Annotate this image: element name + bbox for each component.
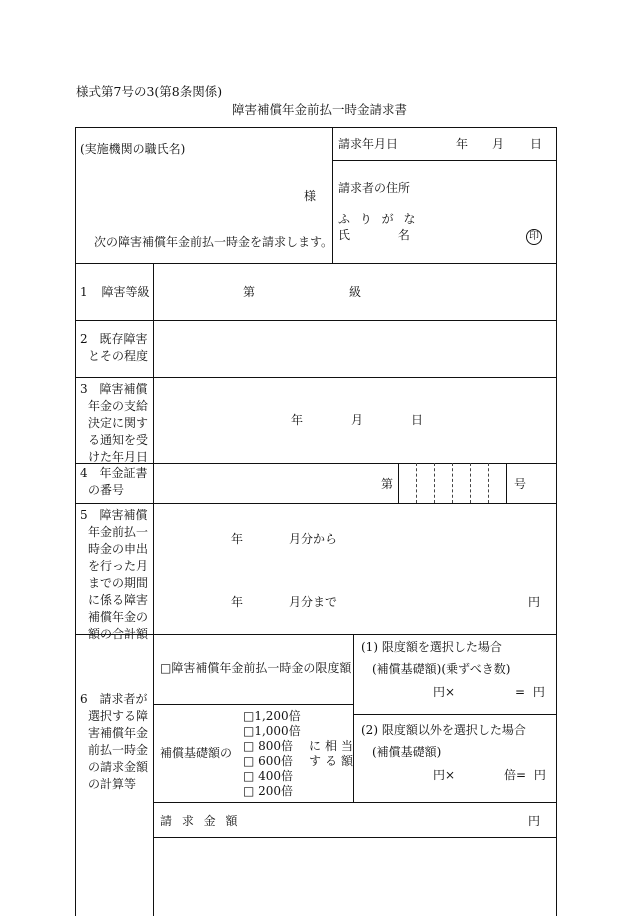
notice-label-5: けた年月日 [88, 450, 149, 464]
case2-equals: 倍= 円 [504, 768, 546, 782]
grade-prefix: 第 [243, 285, 256, 299]
case2-subtitle: (補償基礎額) [372, 745, 442, 759]
grade-label: 1 障害等級 [80, 285, 150, 299]
name-label: 氏 名 [338, 228, 410, 242]
notice-day: 日 [411, 413, 424, 427]
calc-label-2: 選択する障 [88, 709, 149, 723]
date-year: 年 [456, 137, 469, 151]
multiplier-checkbox-800[interactable]: □ 800倍 [243, 739, 294, 753]
row3-top [75, 377, 557, 378]
total-to-month: 月分まで [289, 595, 338, 609]
calc-label-6: の計算等 [88, 777, 137, 791]
grade-suffix: 級 [349, 285, 362, 299]
limit-option-checkbox[interactable]: □障害補償年金前払一時金の限度額 [160, 661, 352, 675]
certificate-suffix: 号 [514, 477, 527, 491]
amount-yen: 円 [528, 814, 541, 828]
date-day: 日 [530, 137, 543, 151]
total-yen: 円 [528, 595, 541, 609]
notice-label-1: 3 障害補償 [80, 382, 148, 396]
address-label: 請求者の住所 [338, 181, 411, 195]
row1-top [75, 263, 557, 264]
existing-label-1: 2 既存障害 [80, 332, 148, 346]
form-number: 様式第7号の3(第8条関係) [76, 84, 223, 99]
certificate-label-2: の番号 [88, 483, 125, 497]
frame-top [75, 127, 557, 128]
equivalent-text-2: する額 [309, 754, 358, 768]
calc-label-4: 前払一時金 [88, 743, 149, 757]
calc-option-divider [153, 704, 354, 705]
total-label-4: を行った月 [88, 559, 149, 573]
total-from-year: 年 [231, 532, 244, 546]
total-label-2: 年金前払一 [88, 525, 149, 539]
date-label: 請求年月日 [338, 137, 399, 151]
multiplier-checkbox-200[interactable]: □ 200倍 [243, 784, 294, 798]
certificate-digit-divider [452, 463, 453, 503]
certificate-digit-divider [416, 463, 417, 503]
case2-title: (2) 限度額以外を選択した場合 [361, 723, 526, 737]
honorific: 様 [304, 189, 317, 203]
total-label-8: 額の合計額 [88, 627, 149, 641]
amount-row-bottom [153, 837, 557, 838]
notice-label-4: る通知を受 [88, 433, 149, 447]
case1-equals: = 円 [515, 685, 545, 699]
multiplier-checkbox-1200[interactable]: □1,200倍 [243, 709, 301, 723]
calc-label-1: 6 請求者が [80, 692, 148, 706]
base-amount-label: 補償基礎額の [160, 746, 233, 760]
calc-case-divider [353, 714, 557, 715]
total-label-1: 5 障害補償 [80, 508, 148, 522]
case1-subtitle: (補償基礎額)(乗ずべき数) [372, 662, 511, 676]
frame-right [556, 127, 557, 916]
certificate-digit-divider [434, 463, 435, 503]
existing-label-2: とその程度 [88, 349, 149, 363]
seal-mark: 印 [526, 229, 542, 245]
certificate-box-right [506, 463, 507, 503]
notice-year: 年 [291, 413, 304, 427]
form-title: 障害補償年金前払一時金請求書 [232, 102, 408, 117]
notice-month: 月 [351, 413, 364, 427]
multiplier-checkbox-1000[interactable]: □1,000倍 [243, 724, 301, 738]
certificate-digit-divider [470, 463, 471, 503]
case1-title: (1) 限度額を選択した場合 [361, 640, 502, 654]
notice-label-3: 決定に関す [88, 416, 149, 430]
certificate-digit-divider [488, 463, 489, 503]
date-month: 月 [492, 137, 505, 151]
date-row-line [332, 160, 557, 161]
case1-yen-times: 円× [433, 685, 456, 699]
certificate-box-left [398, 463, 399, 503]
total-label-6: に係る障害 [88, 593, 149, 607]
notice-label-2: 年金の支給 [88, 399, 149, 413]
furigana-label: ふ り が な [338, 212, 416, 226]
label-column-divider [153, 263, 154, 916]
agency-label: (実施機関の職氏名) [80, 142, 186, 156]
certificate-label-1: 4 年金証書 [80, 466, 148, 480]
amount-row-top [153, 802, 557, 803]
equivalent-text-1: に相当 [309, 739, 358, 753]
total-label-7: 補償年金の [88, 610, 149, 624]
total-from-month: 月分から [289, 532, 338, 546]
row5-top [75, 503, 557, 504]
total-label-3: 時金の申出 [88, 542, 149, 556]
case2-yen-times: 円× [433, 768, 456, 782]
calc-middle-divider [353, 634, 354, 802]
calc-label-3: 害補償年金 [88, 726, 149, 740]
multiplier-checkbox-400[interactable]: □ 400倍 [243, 769, 294, 783]
calc-label-5: の請求金額 [88, 760, 149, 774]
multiplier-checkbox-600[interactable]: □ 600倍 [243, 754, 294, 768]
row2-top [75, 320, 557, 321]
certificate-prefix: 第 [381, 477, 394, 491]
frame-left [75, 127, 76, 916]
request-statement: 次の障害補償年金前払一時金を請求します。 [94, 235, 334, 249]
amount-label: 請 求 金 額 [160, 814, 238, 828]
total-label-5: までの期間 [88, 576, 149, 590]
total-to-year: 年 [231, 595, 244, 609]
